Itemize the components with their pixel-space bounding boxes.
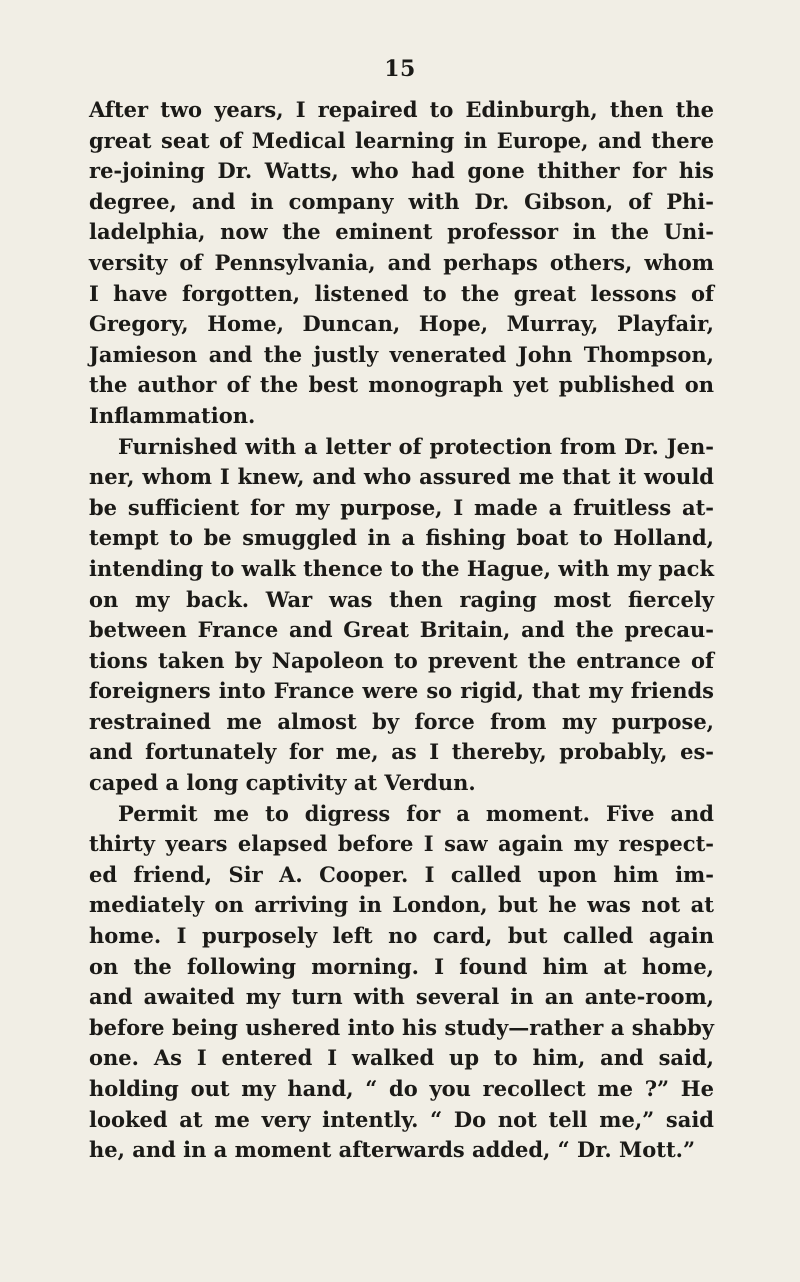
text-line: ed friend, Sir A. Cooper. I called upon him im-: [89, 861, 714, 887]
text-line: versity of Pennsylvania, and perhaps others, whom: [89, 249, 714, 275]
text-line: intending to walk thence to the Hague, with my pack: [89, 555, 714, 581]
text-line: After two years, I repaired to Edinburgh, then the: [89, 97, 714, 122]
text-line: and fortunately for me, as I thereby, probably, es-: [89, 739, 714, 765]
paragraph: [89, 799, 714, 1166]
text-line: Permit me to digress for a moment. Five and: [118, 800, 714, 826]
page-number: 15: [384, 56, 416, 82]
text-line: great seat of Medical learning in Europe, and there: [89, 127, 714, 153]
text-line: on my back. War was then raging most fiercely: [89, 586, 714, 612]
text-line: be sufficient for my purpose, I made a fruitless at-: [89, 494, 714, 520]
text-line: Inflammation.: [89, 402, 256, 428]
text-line: tempt to be smuggled in a fishing boat to Holland,: [89, 525, 714, 551]
text-line: Gregory, Home, Duncan, Hope, Murray, Playfair,: [89, 311, 714, 337]
text-line: Jamieson and the justly venerated John Thompson,: [89, 341, 714, 367]
text-line: thirty years elapsed before I saw again my respect-: [89, 831, 714, 857]
text-line: before being ushered into his study—rather a shabby: [89, 1014, 714, 1040]
text-line: degree, and in company with Dr. Gibson, of Phi-: [89, 188, 714, 214]
text-line: Furnished with a letter of protection from Dr. Jen-: [118, 433, 714, 459]
paragraph: [89, 95, 714, 432]
text-line: and awaited my turn with several in an ante-room,: [89, 984, 714, 1010]
text-line: I have forgotten, listened to the great lessons of: [89, 280, 714, 306]
text-line: holding out my hand, “ do you recollect me ?” He: [89, 1076, 714, 1101]
text-line: the author of the best monograph yet published on: [89, 372, 714, 398]
body-text: [89, 95, 714, 1166]
text-line: re-joining Dr. Watts, who had gone thither for his: [89, 158, 714, 184]
text-line: tions taken by Napoleon to prevent the entrance of: [89, 647, 714, 673]
text-line: he, and in a moment afterwards added, “ Dr. Mott.”: [89, 1137, 696, 1163]
text-line: caped a long captivity at Verdun.: [89, 770, 476, 796]
text-line: looked at me very intently. “ Do not tell me,” said: [89, 1106, 714, 1132]
text-line: one. As I entered I walked up to him, and said,: [89, 1045, 714, 1071]
text-line: home. I purposely left no card, but called again: [89, 923, 714, 949]
text-line: ner, whom I knew, and who assured me that it would: [89, 464, 714, 490]
text-line: foreigners into France were so rigid, that my friends: [89, 678, 714, 704]
text-line: mediately on arriving in London, but he was not at: [89, 892, 714, 918]
text-line: ladelphia, now the eminent professor in the Uni-: [89, 219, 714, 245]
text-line: between France and Great Britain, and the precau-: [89, 617, 714, 643]
text-line: on the following morning. I found him at home,: [89, 953, 714, 979]
text-line: restrained me almost by force from my purpose,: [89, 708, 714, 734]
paragraph: [89, 432, 714, 799]
